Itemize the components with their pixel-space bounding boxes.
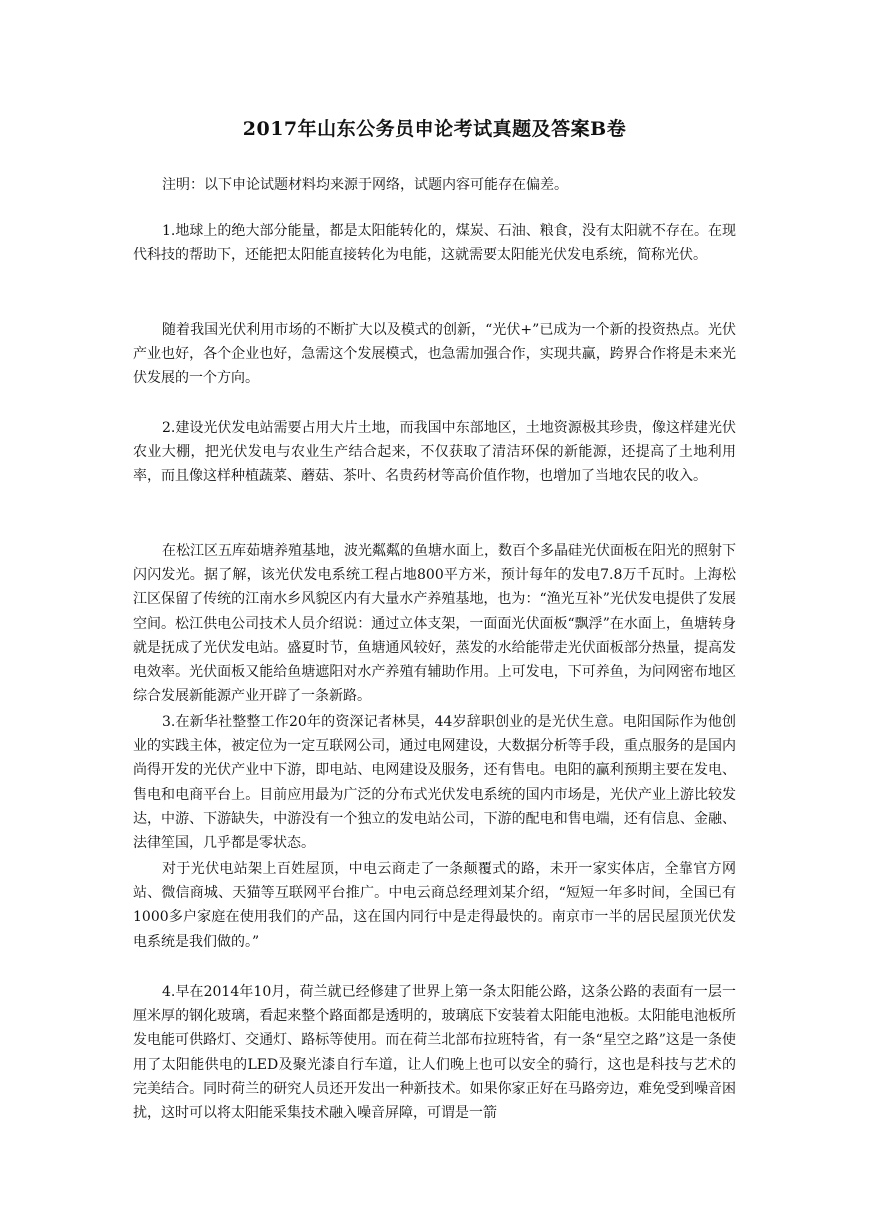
- paragraph-6: 对于光伏电站架上百姓屋顶，中电云商走了一条颠覆式的路，未开一家实体店，全靠官方网站、微信商城、天猫等互联网平台推广。中电云商总经理刘某介绍，“短短一年多时间，全国已有1000多户家庭在使用我们的产品，这在国内同行中是走得最快的。南京市一半的居民屋顶光伏发电系统是我们做的。”: [133, 861, 736, 950]
- document-title: 2017年山东公务员申论考试真题及答案B卷: [242, 118, 627, 140]
- paragraph-7: 4.早在2014年10月，荷兰就已经修建了世界上第一条太阳能公路，这条公路的表面有一层一厘米厚的钢化玻璃，看起来整个路面都是透明的，玻璃底下安装着太阳能电池板。太阳能电池板所发电能可供路灯、交通灯、路标等使用。而在荷兰北部布拉班特省，有一条“星空之路”这是一条使用了太阳能供电的LED及聚光漆自行车道，让人们晚上也可以安全的骑行，这也是科技与艺术的完美结合。同时荷兰的研究人员还开发出一种新技术。如果你家正好在马路旁边，难免受到噪音困扰，这时可以将太阳能采集技术融入噪音屏障，可谓是一箭: [133, 984, 736, 1122]
- paragraph-5: 3.在新华社整整工作20年的资深记者林昊，44岁辞职创业的是光伏生意。电阳国际作为他创业的实践主体，被定位为一定互联网公司，通过电网建设，大数据分析等手段，重点服务的是国内尚得开发的光伏产业中下游，即电站、电网建设及服务，还有售电。电阳的赢利预期主要在发电、售电和电商平台上。目前应用最为广泛的分布式光伏发电系统的国内市场是，光伏产业上游比较发达，中游、下游缺失，中游没有一个独立的发电站公司，下游的配电和售电端，还有信息、金融、法律笙国，几乎都是零状态。: [133, 714, 736, 852]
- disclaimer-note: 注明：以下申论试题材料均来源于网络，试题内容可能存在偏差。: [162, 177, 568, 193]
- paragraph-2: 随着我国光伏利用市场的不断扩大以及模式的创新，“光伏+”已成为一个新的投资热点。光伏产业也好，各个企业也好，急需这个发展模式，也急需加强合作，实现共赢，跨界合作将是未来光伏发展的一个方向。: [133, 322, 736, 387]
- paragraph-1: 1.地球上的绝大部分能量，都是太阳能转化的，煤炭、石油、粮食，没有太阳就不存在。在现代科技的帮助下，还能把太阳能直接转化为电能，这就需要太阳能光伏发电系统，简称光伏。: [133, 223, 736, 264]
- paragraph-4: 在松江区五库茹塘养殖基地，波光粼粼的鱼塘水面上，数百个多晶硅光伏面板在阳光的照射下闪闪发光。据了解，该光伏发电系统工程占地800平方米，预计每年的发电7.8万千瓦时。上海松江区保留了传统的江南水乡风貌区内有大量水产养殖基地，也为：“渔光互补”光伏发电提供了发展空间。松江供电公司技术人员介绍说：通过立体支架，一面面光伏面板“飘浮”在水面上，鱼塘转身就是抚成了光伏发电站。盛夏时节，鱼塘通风较好，蒸发的水给能带走光伏面板部分热量，提高发电效率。光伏面板又能给鱼塘遮阳对水产养殖有辅助作用。上可发电，下可养鱼，为问网密布地区综合发展新能源产业开辟了一条新路。: [133, 543, 736, 705]
- paragraph-3: 2.建设光伏发电站需要占用大片土地，而我国中东部地区，土地资源极其珍贵，像这样建光伏农业大棚，把光伏发电与农业生产结合起来，不仅获取了清洁环保的新能源，还提高了土地利用率，而且像这样种植蔬菜、蘑菇、茶叶、名贵药材等高价值作物，也增加了当地农民的收入。: [133, 420, 736, 485]
